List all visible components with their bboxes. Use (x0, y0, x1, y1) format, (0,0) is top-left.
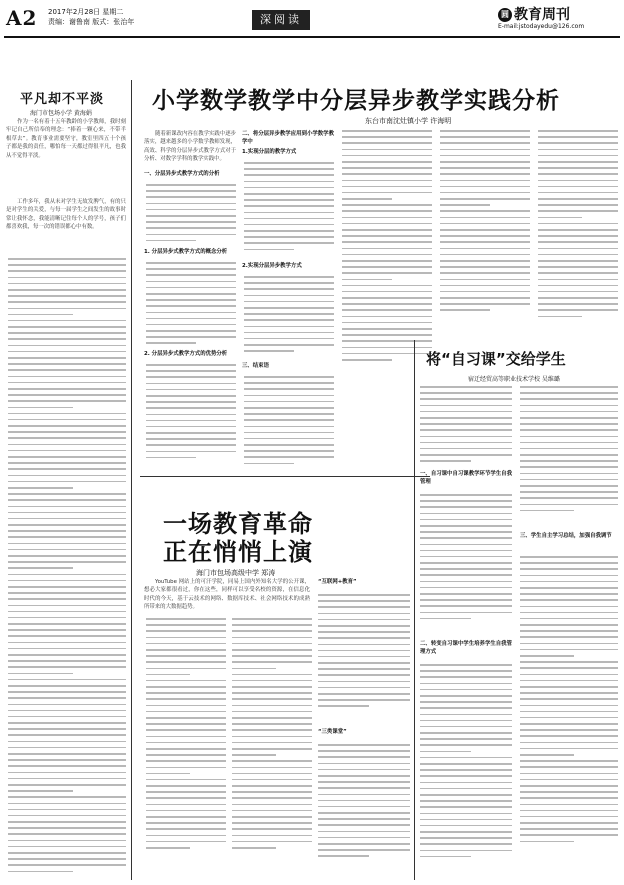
section-tab: 深阅读 (252, 10, 310, 30)
brand-logo-icon: 圆 (498, 8, 512, 22)
revolution-col2 (232, 618, 312, 876)
main-article-byline: 东台市南沈灶镇小学 许海明 (365, 117, 452, 125)
main-col1-text (146, 262, 236, 346)
revolution-byline: 海门市包场高级中学 郑涛 (196, 569, 276, 577)
subhead: 一、分层异步式教学方式的分析 (144, 171, 220, 177)
selfstudy-col1b (420, 494, 512, 634)
revolution-subhead (318, 728, 410, 738)
main-article-title: 小学数学教学中分层异步教学实践分析 (152, 88, 560, 114)
selfstudy-col1c (420, 664, 512, 876)
subhead: 二、转变自习课中学生培养学生自我管理方式 (420, 641, 512, 656)
subhead: 二、将分层异步教学应用到小学数学教学中 (242, 131, 334, 146)
subhead: 2.实现分层异步教学方式 (242, 263, 302, 269)
left-paragraph: 作为一名有着十五年教龄的小学教师，我时刻牢记自己所信奉的理念：“捧着一颗心来，不带半根草去”。教育事业需要坚守，教室里四五十个孩子都是我的责任，哪怕每一天都过得很平凡，也我从不觉得平淡。 (6, 119, 126, 159)
page-number: A2 (6, 6, 38, 30)
left-article-byline: 海门市包场小学 黄海娟 (30, 110, 92, 117)
main-col2-text (244, 162, 334, 258)
right-column-divider (414, 340, 415, 880)
header-rule (4, 36, 620, 38)
subhead: 1. 分层异步式教学方式的概念分析 (144, 249, 228, 255)
selfstudy-col2 (520, 386, 618, 526)
revolution-paragraph: YouTube 网站上的可汗学院，同易上国内外知名大学的公开课，想必大家都很看过，你在这些，同样可以享受名校的资源，在信息化时代的今天，基于云技术的网络、数据库技术、社会网络技术的成熟所带来的大数据趋势。 (144, 579, 310, 611)
issue-date: 2017年2月28日 星期二 (48, 8, 124, 16)
left-column-divider (131, 80, 132, 880)
main-col3-text (342, 130, 432, 378)
main-subhead (144, 350, 236, 359)
brand-name: 教育周刊 (514, 7, 570, 23)
main-col2-text (244, 276, 334, 358)
main-col1-text (146, 364, 236, 468)
revolution-quote (318, 578, 410, 588)
main-subhead (242, 362, 334, 371)
revolution-title (152, 510, 324, 566)
main-intro (144, 130, 236, 166)
subhead: “三类课堂” (318, 729, 347, 735)
main-col2-text (244, 376, 334, 468)
main-subhead (242, 148, 334, 157)
subhead: 三、结束语 (242, 363, 269, 369)
left-paragraph: 工作多年，我从未对学生无故发脾气，有的只是对学生的关爱，与每一届学生之间发生的故事时常让我怀念，我能清晰记住每个人的学号，孩子们都喜欢我，每一次的错误都心中有数。 (6, 199, 126, 231)
revolution-title-line2: 正在悄悄上演 (163, 538, 313, 566)
selfstudy-col2b (520, 556, 618, 876)
main-subhead (242, 130, 334, 146)
main-col5-text (538, 130, 618, 340)
contact-email: E-mail:jstodayedu@126.com (498, 23, 585, 30)
selfstudy-subhead (420, 640, 512, 658)
revolution-col3b (318, 744, 410, 876)
left-article-body (6, 118, 126, 196)
left-article-body-2 (6, 198, 126, 254)
quote-term: “互联网+教育” (318, 579, 357, 585)
main-paragraph: 随着新课改内容在教学实践中逐步落实，越来越多的小学数学教师发现，高效、科学的分层异步式教学方式对于分析、对数学学科的教学实践中。 (144, 131, 236, 163)
selfstudy-subhead (420, 470, 512, 488)
main-subhead (144, 170, 236, 179)
brand-masthead (498, 4, 570, 24)
editor-credit: 责编：谢鲁南 版式：张治年 (48, 18, 135, 26)
left-article-title: 平凡却不平淡 (20, 92, 105, 107)
revolution-intro (144, 578, 310, 614)
main-col1-text (146, 184, 236, 246)
subhead: 1.实现分层的教学方式 (242, 149, 297, 155)
selfstudy-title: 将“自习课”交给学生 (426, 350, 566, 368)
revolution-col1 (146, 618, 226, 876)
subhead: 一、自习课中自习课教学环节学生自我管理 (420, 471, 512, 486)
revolution-col3 (318, 594, 410, 724)
subhead: 2. 分层异步式教学方式的优势分析 (144, 351, 228, 357)
selfstudy-subhead (520, 532, 618, 550)
main-subhead (242, 262, 334, 271)
revolution-title-line1: 一场教育革命 (163, 510, 313, 538)
main-col4-text (440, 130, 530, 330)
subhead: 三、学生自主学习总结，加强自我调节 (520, 533, 612, 539)
section-rule (140, 476, 430, 477)
left-article-continued (8, 258, 126, 878)
main-subhead (144, 248, 236, 257)
selfstudy-col1 (420, 386, 512, 466)
selfstudy-byline: 宿迁经贸高等职业技术学校 吴维璐 (468, 376, 560, 383)
